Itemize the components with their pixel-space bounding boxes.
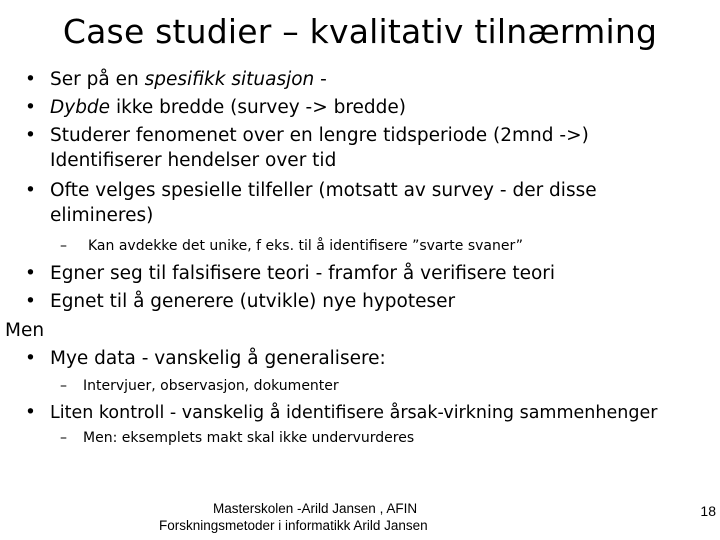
footer-line-2: Forskningsmetoder i informatikk Arild Jansen <box>159 518 428 533</box>
sub-bullet-1-text: Kan avdekke det unike, f eks. til å identifisere ”svarte svaner” <box>88 238 524 254</box>
bullet-marker: • <box>25 125 36 146</box>
sub-bullet-2-text: Intervjuer, observasjon, dokumenter <box>83 378 339 394</box>
bullet-marker: • <box>25 263 36 284</box>
bullet-4-line-2: elimineres) <box>50 205 154 226</box>
bullet-3-line-2: Identifiserer hendelser over tid <box>50 150 337 171</box>
sub-bullet-marker: – <box>60 238 67 254</box>
bullet-5-text: Egner seg til falsifisere teori - framfor å verifisere teori <box>50 263 556 284</box>
bullet-marker: • <box>25 69 36 90</box>
page-number: 18 <box>700 503 716 519</box>
bullet-8-text: Liten kontroll - vanskelig å identifisere årsak-virkning sammenhenger <box>50 403 658 423</box>
bullet-1-text: Ser på en spesifikk situasjon - <box>50 69 327 90</box>
bullet-3-line-1: Studerer fenomenet over en lengre tidsperiode (2mnd ->) <box>50 125 589 146</box>
bullet-marker: • <box>25 180 36 201</box>
bullet-marker: • <box>25 291 36 312</box>
bullet-marker: • <box>25 402 36 423</box>
sub-bullet-marker: – <box>60 430 67 446</box>
bullet-2-text: Dybde ikke bredde (survey -> bredde) <box>50 97 406 118</box>
footer-line-1: Masterskolen -Arild Jansen , AFIN <box>213 501 418 516</box>
bullet-7-text: Mye data - vanskelig å generalisere: <box>50 348 386 369</box>
sub-bullet-3-text: Men: eksemplets makt skal ikke undervurderes <box>83 430 415 446</box>
bullet-4-line-1: Ofte velges spesielle tilfeller (motsatt av survey - der disse <box>50 180 597 201</box>
men-heading: Men <box>5 320 45 341</box>
bullet-marker: • <box>25 97 36 118</box>
slide-title: Case studier – kvalitativ tilnærming <box>62 12 658 51</box>
bullet-6-text: Egnet til å generere (utvikle) nye hypoteser <box>50 291 456 312</box>
sub-bullet-marker: – <box>60 378 67 394</box>
bullet-marker: • <box>25 348 36 369</box>
